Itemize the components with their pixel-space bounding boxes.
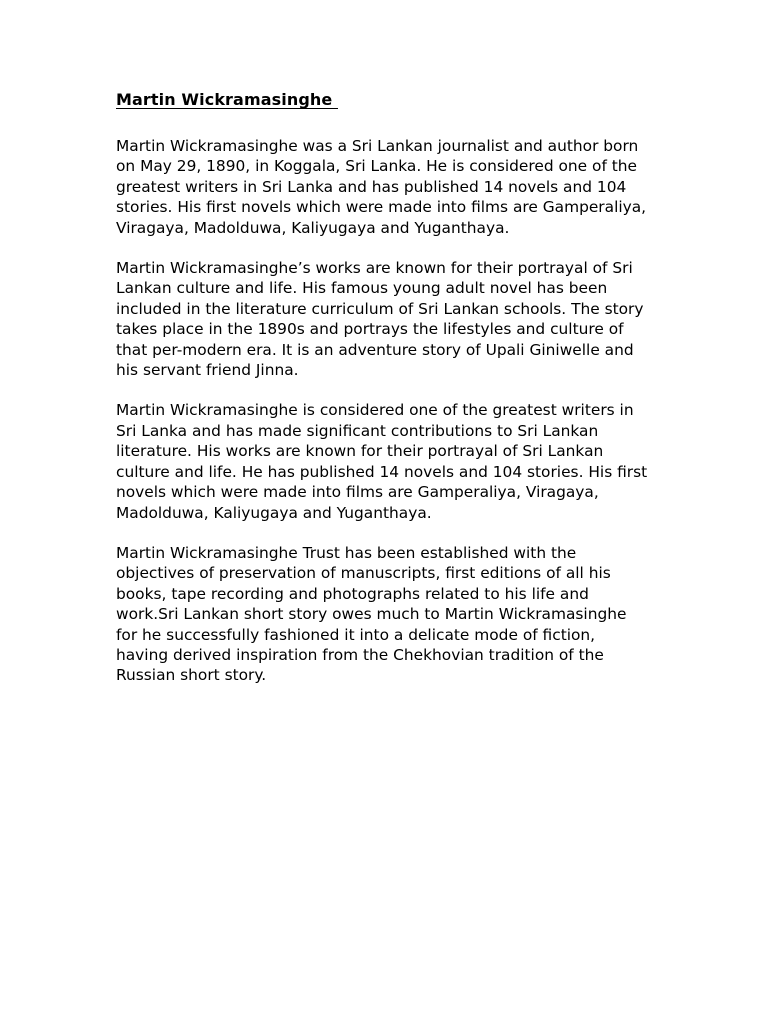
paragraph-4: Martin Wickramasinghe Trust has been established with the objectives of preservation of manuscripts, first editions of all his books, tape recording and photographs related to his life and work.Sri Lankan short story owes much to Martin Wickramasinghe for he successfully fashioned it into a delicate mode of fiction, having derived inspiration from the Chekhovian tradition of the Russian short story. [116,543,627,685]
paragraph-2: Martin Wickramasinghe’s works are known for their portrayal of Sri Lankan culture and life. His famous young adult novel has been included in the literature curriculum of Sri Lankan schools. The story takes place in the 1890s and portrays the lifestyles and culture of that per-modern era. It is an adventure story of Upali Giniwelle and his servant friend Jinna. [116,259,644,380]
paragraph-1: Martin Wickramasinghe was a Sri Lankan journalist and author born on May 29, 1890, in Koggala, Sri Lanka. He is considered one of the greatest writers in Sri Lanka and has published 14 novels and 104 stories. His first novels which were made into films are Gamperaliya, Viragaya, Madolduwa, Kaliyugaya and Yuganthaya. [116,137,647,237]
paragraph-3: Martin Wickramasinghe is considered one of the greatest writers in Sri Lanka and has made significant contributions to Sri Lankan literature. His works are known for their portrayal of Sri Lankan culture and life. He has published 14 novels and 104 stories. His first novels which were made into films are Gamperaliya, Viragaya, Madolduwa, Kaliyugaya and Yuganthaya. [116,401,648,522]
document-body [116,88,652,706]
document-title: Martin Wickramasinghe [116,90,338,109]
